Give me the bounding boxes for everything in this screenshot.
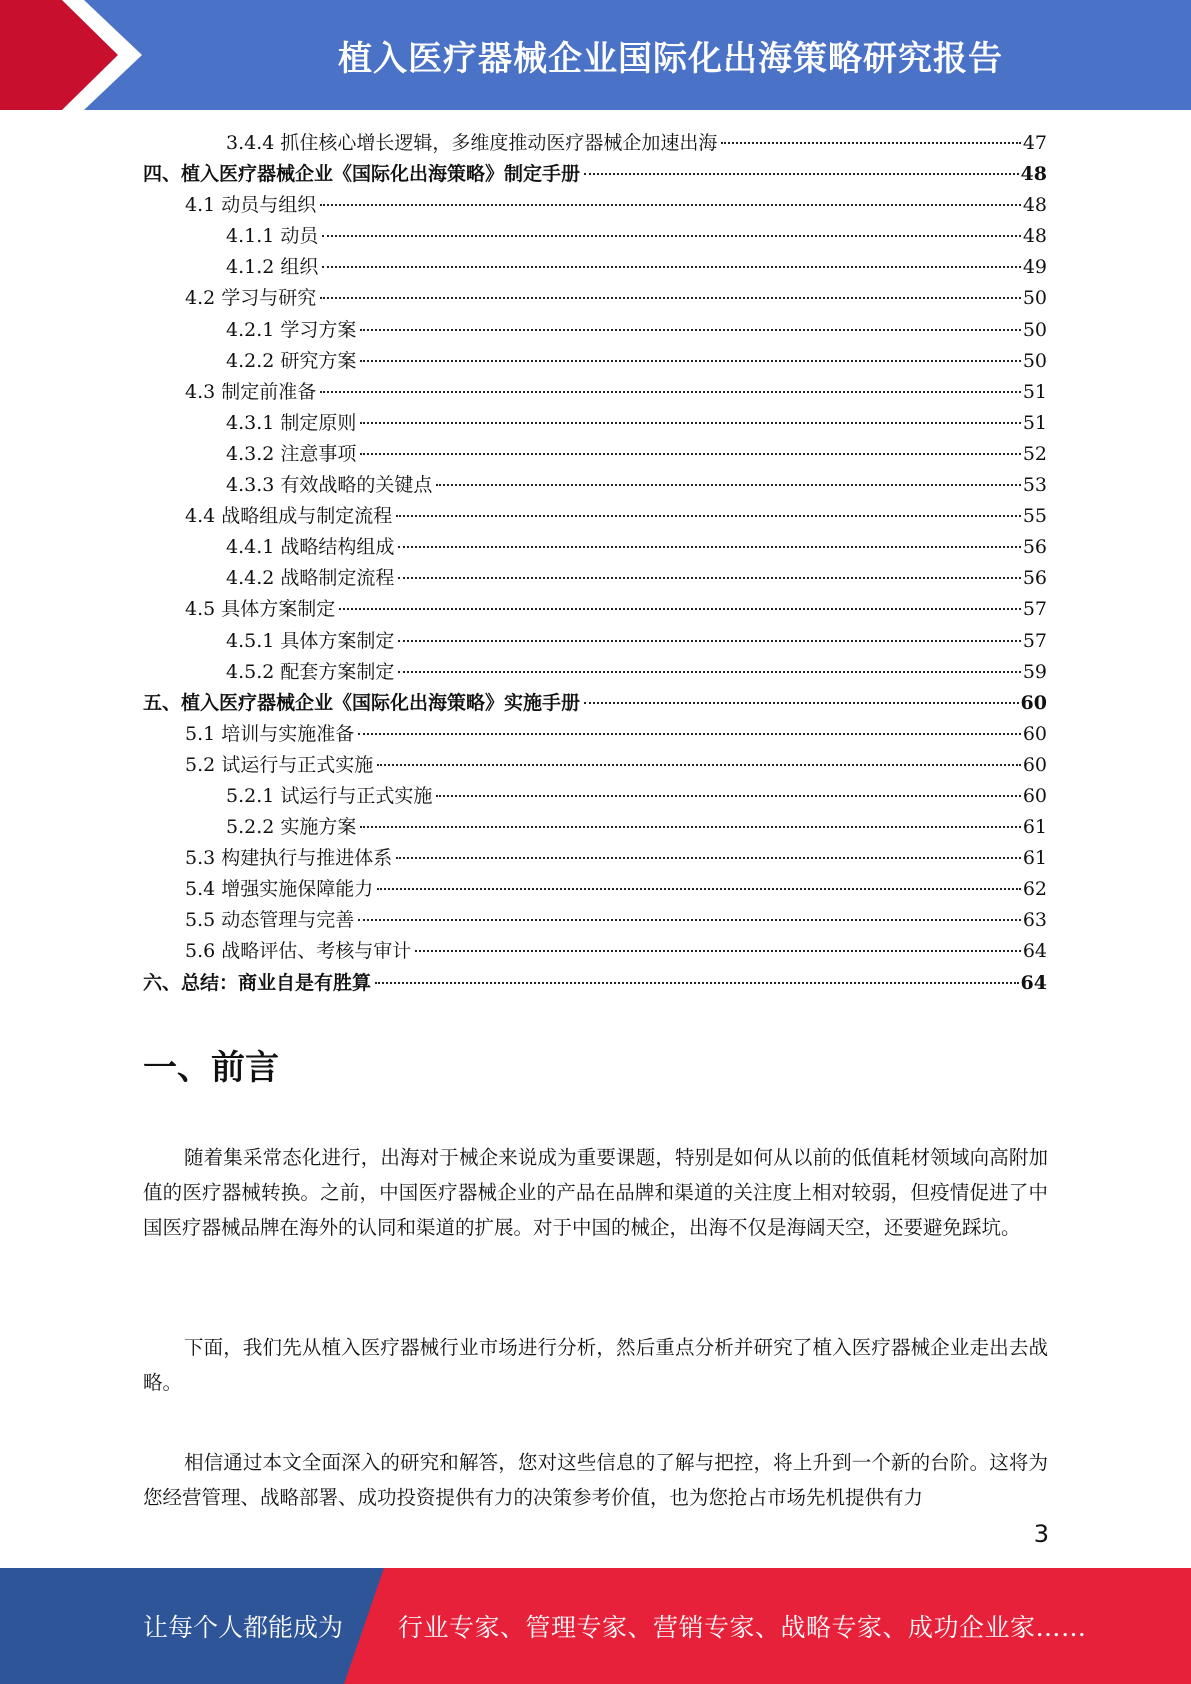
toc-entry[interactable] (143, 843, 1047, 874)
toc-dot-leader (436, 795, 1020, 797)
toc-entry-page: 57 (1022, 629, 1047, 652)
toc-entry-label: 4.3.3 有效战略的关键点 (226, 474, 433, 497)
toc-entry-page: 63 (1022, 909, 1047, 932)
toc-entry-page: 49 (1022, 256, 1047, 279)
toc-entry-page: 60 (1022, 753, 1047, 776)
toc-entry[interactable] (143, 594, 1047, 625)
toc-entry[interactable] (143, 750, 1047, 781)
toc-entry-label: 4.1.1 动员 (226, 225, 319, 248)
toc-entry-page: 48 (1022, 194, 1047, 217)
toc-dot-leader (339, 608, 1021, 610)
toc-entry[interactable] (143, 190, 1047, 221)
toc-entry-label: 四、植入医疗器械企业《国际化出海策略》制定手册 (143, 163, 581, 186)
toc-entry-page: 56 (1022, 536, 1047, 559)
toc-entry-page: 56 (1022, 567, 1047, 590)
toc-entry-page: 52 (1022, 442, 1047, 465)
page-header (0, 0, 1191, 110)
toc-dot-leader (320, 391, 1021, 393)
toc-entry-label: 5.2.2 实施方案 (226, 816, 357, 839)
toc-dot-leader (360, 422, 1020, 424)
toc-dot-leader (398, 640, 1020, 642)
toc-dot-leader (358, 733, 1021, 735)
toc-entry-label: 5.5 动态管理与完善 (185, 909, 355, 932)
toc-entry[interactable] (143, 377, 1047, 408)
toc-entry-page: 61 (1022, 816, 1047, 839)
toc-entry-page: 60 (1022, 722, 1047, 745)
toc-entry-label: 4.2.2 研究方案 (226, 349, 357, 372)
toc-dot-leader (377, 764, 1021, 766)
toc-entry-page: 51 (1022, 411, 1047, 434)
section-title: 一、前言 (143, 1048, 279, 1088)
toc-entry[interactable] (143, 283, 1047, 314)
toc-dot-leader (415, 950, 1021, 952)
toc-dot-leader (396, 857, 1021, 859)
toc-entry-label: 5.3 构建执行与推进体系 (185, 847, 393, 870)
toc-entry-page: 51 (1022, 380, 1047, 403)
toc-entry[interactable] (143, 936, 1047, 967)
header-arrow-decoration (0, 0, 160, 110)
toc-entry-label: 4.2.1 学习方案 (226, 318, 357, 341)
toc-dot-leader (320, 297, 1021, 299)
toc-dot-leader (375, 982, 1019, 984)
toc-entry-page: 48 (1022, 225, 1047, 248)
toc-dot-leader (358, 919, 1021, 921)
paragraph: 下面，我们先从植入医疗器械行业市场进行分析，然后重点分析并研究了植入医疗器械企业走出去战略。 (143, 1336, 1048, 1394)
toc-entry-label: 5.6 战略评估、考核与审计 (185, 940, 412, 963)
toc-entry[interactable] (143, 532, 1047, 563)
paragraph: 相信通过本文全面深入的研究和解答，您对这些信息的了解与把控，将上升到一个新的台阶。这将为您经营管理、战略部署、成功投资提供有力的决策参考价值，也为您抢占市场先机提供有力 (143, 1451, 1048, 1509)
toc-entry-page: 50 (1022, 318, 1047, 341)
toc-entry-label: 4.1 动员与组织 (185, 194, 317, 217)
toc-entry-label: 4.5.2 配套方案制定 (226, 660, 395, 683)
toc-entry-label: 六、总结：商业自是有胜算 (143, 971, 372, 994)
toc-entry[interactable] (143, 968, 1047, 999)
toc-dot-leader (360, 329, 1020, 331)
toc-dot-leader (322, 235, 1020, 237)
toc-dot-leader (584, 702, 1019, 704)
toc-dot-leader (398, 577, 1020, 579)
toc-dot-leader (398, 546, 1020, 548)
toc-entry-page: 60 (1022, 784, 1047, 807)
toc-entry[interactable] (143, 626, 1047, 657)
toc-dot-leader (322, 266, 1020, 268)
toc-entry[interactable] (143, 346, 1047, 377)
page-number: 3 (1033, 1520, 1049, 1548)
toc-entry[interactable] (143, 470, 1047, 501)
toc-entry[interactable] (143, 221, 1047, 252)
table-of-contents (143, 128, 1047, 999)
toc-entry-label: 4.4.2 战略制定流程 (226, 567, 395, 590)
toc-entry-label: 4.3 制定前准备 (185, 380, 317, 403)
header-title: 植入医疗器械企业国际化出海策略研究报告 (338, 38, 1003, 79)
toc-entry-label: 4.3.1 制定原则 (226, 411, 357, 434)
toc-entry-label: 4.1.2 组织 (226, 256, 319, 279)
toc-entry-label: 5.2 试运行与正式实施 (185, 753, 374, 776)
toc-entry[interactable] (143, 252, 1047, 283)
toc-dot-leader (584, 173, 1019, 175)
toc-entry[interactable] (143, 905, 1047, 936)
toc-entry-page: 62 (1022, 878, 1047, 901)
toc-entry[interactable] (143, 563, 1047, 594)
toc-entry-label: 4.4 战略组成与制定流程 (185, 505, 393, 528)
footer-slogan-right: 行业专家、管理专家、营销专家、战略专家、成功企业家…… (398, 1613, 1087, 1642)
toc-entry[interactable] (143, 439, 1047, 470)
toc-entry-page: 47 (1022, 132, 1047, 154)
toc-entry[interactable] (143, 159, 1047, 190)
toc-entry-label: 4.3.2 注意事项 (226, 442, 357, 465)
toc-entry[interactable] (143, 657, 1047, 688)
toc-entry-label: 4.5 具体方案制定 (185, 598, 336, 621)
toc-entry-page: 59 (1022, 660, 1047, 683)
toc-dot-leader (320, 204, 1021, 206)
toc-entry-page: 55 (1022, 505, 1047, 528)
toc-entry-label: 3.4.4 抓住核心增长逻辑，多维度推动医疗器械企加速出海 (226, 132, 718, 154)
toc-entry[interactable] (143, 128, 1047, 159)
toc-dot-leader (396, 515, 1021, 517)
paragraph: 随着集采常态化进行，出海对于械企来说成为重要课题，特别是如何从以前的低值耗材领域向高附加值的医疗器械转换。之前，中国医疗器械企业的产品在品牌和渠道的关注度上相对较弱，但疫情促进了中国医疗器械品牌在海外的认同和渠道的扩展。对于中国的械企，出海不仅是海阔天空，还要避免踩坑。 (143, 1146, 1048, 1239)
toc-entry[interactable] (143, 874, 1047, 905)
toc-entry[interactable] (143, 315, 1047, 346)
toc-entry[interactable] (143, 688, 1047, 719)
toc-entry-label: 4.5.1 具体方案制定 (226, 629, 395, 652)
toc-entry-label: 5.4 增强实施保障能力 (185, 878, 374, 901)
toc-entry-label: 五、植入医疗器械企业《国际化出海策略》实施手册 (143, 691, 581, 714)
toc-entry-label: 5.2.1 试运行与正式实施 (226, 784, 433, 807)
toc-dot-leader (377, 888, 1021, 890)
toc-entry-label: 5.1 培训与实施准备 (185, 722, 355, 745)
toc-entry-page: 60 (1020, 691, 1047, 714)
toc-dot-leader (398, 671, 1020, 673)
toc-entry-page: 50 (1022, 287, 1047, 310)
footer-slogan-left: 让每个人都能成为 (143, 1613, 344, 1642)
toc-entry[interactable] (143, 781, 1047, 812)
toc-entry[interactable] (143, 812, 1047, 843)
toc-entry-label: 4.4.1 战略结构组成 (226, 536, 395, 559)
toc-entry-page: 48 (1020, 163, 1047, 186)
toc-entry-page: 64 (1020, 971, 1047, 994)
toc-dot-leader (360, 360, 1020, 362)
toc-entry[interactable] (143, 501, 1047, 532)
toc-entry-page: 50 (1022, 349, 1047, 372)
page-footer (0, 1568, 1191, 1684)
toc-dot-leader (436, 484, 1020, 486)
toc-dot-leader (360, 453, 1020, 455)
toc-entry-page: 64 (1022, 940, 1047, 963)
toc-dot-leader (721, 142, 1020, 144)
toc-dot-leader (360, 826, 1020, 828)
toc-entry-label: 4.2 学习与研究 (185, 287, 317, 310)
toc-entry-page: 61 (1022, 847, 1047, 870)
toc-entry-page: 53 (1022, 474, 1047, 497)
toc-entry[interactable] (143, 719, 1047, 750)
toc-entry-page: 57 (1022, 598, 1047, 621)
toc-entry[interactable] (143, 408, 1047, 439)
